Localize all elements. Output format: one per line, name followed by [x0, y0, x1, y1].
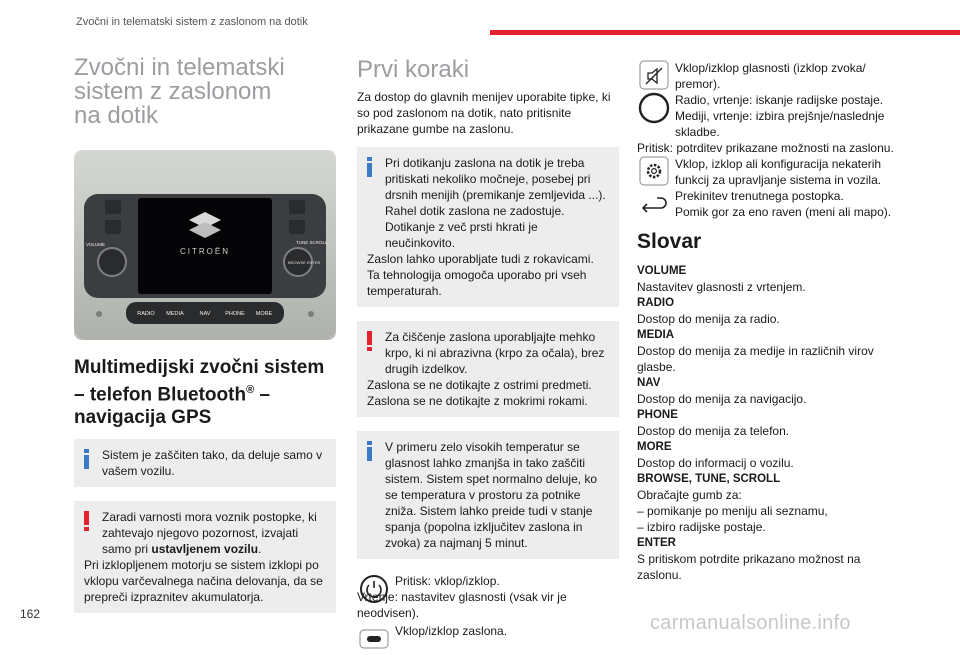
touch-note-c: Ta tehnologija omogoča uporabo pri vseh temperaturah. [367, 268, 587, 298]
device-button-radio: RADIO [137, 311, 155, 317]
power-knob-row [357, 573, 619, 621]
warning-text-c: Pri izklopljenem motorju se sistem izklopi po vklopu varčevalnega načina delovanja, da se prepreči izpraznitev akumulatorja. [84, 558, 323, 605]
temperature-note-text: V primeru zelo visokih temperatur se glasnost lahko zmanjša in tako zaščiti sistem. Sistem spet normalno deluje, ko se temperatura v prostoru za potnike zniža. Sistem lahko preide tudi v stanje spanja (popolna izključitev zaslona in zvoka) za najmanj 5 minut. [385, 440, 598, 550]
info-note-text: Sistem je zaščiten tako, da deluje samo v vašem vozilu. [102, 448, 323, 479]
head-unit-illustration [74, 150, 336, 340]
tune-knob-row [637, 92, 899, 156]
head-unit-drawing [74, 150, 336, 340]
section-title-end: – navigacija GPS [74, 384, 271, 429]
registered-mark: ® [246, 384, 255, 396]
screen-button-row [357, 623, 619, 655]
device-button-more: MORE [255, 311, 273, 317]
cleaning-note [357, 321, 619, 417]
screen-toggle-icon [357, 623, 391, 655]
touch-note [357, 147, 619, 307]
info-icon [367, 441, 372, 461]
page-number: 162 [20, 607, 41, 621]
column-1 [74, 56, 336, 627]
label-browse-enter: BROWSE ENTER [288, 260, 321, 265]
cleaning-note-a: Za čiščenje zaslona uporabljajte mehko krpo, ki ni abrazivna (krpo za očala), brez drugih izdelkov. [385, 330, 605, 376]
glossary-dash-item: – izbiro radijske postaje. [637, 520, 766, 534]
device-button-media: MEDIA [166, 311, 184, 317]
temperature-note [357, 431, 619, 559]
back-text-b: Pomik gor za eno raven (meni ali mapo). [675, 205, 892, 219]
touch-note-b: Zaslon lahko uporabljate tudi z rokavicami. [367, 252, 594, 266]
column-3 [637, 60, 899, 583]
section-title-main: Multimedijski zvočni sistem – telefon Bluetooth [74, 357, 325, 406]
brand-wordmark: CITROËN [180, 247, 230, 256]
screen-text: Vklop/izklop zaslona. [395, 624, 508, 638]
section-title [74, 356, 336, 429]
back-text-a: Prekinitev trenutnega postopka. [675, 189, 844, 203]
glossary-list [637, 263, 899, 583]
knob-text-a: Radio, vrtenje: iskanje radijske postaje. [675, 93, 884, 107]
settings-gear-icon [637, 156, 671, 188]
knob-text-c: Pritisk: potrditev prikazane možnosti na zaslonu. [637, 141, 894, 155]
power-text-a: Pritisk: vklop/izklop. [395, 574, 500, 588]
power-text-b: Vrtenje: nastavitev glasnosti (vsak vir je neodvisen). [357, 590, 567, 620]
settings-row [637, 156, 899, 188]
first-steps-title: Prvi koraki [357, 56, 470, 83]
watermark: carmanualsonline.info [650, 612, 851, 634]
info-icon [84, 449, 89, 469]
warning-icon [84, 511, 89, 531]
warning-text-a: Zaradi varnosti mora voznik postopke, ki zahtevajo njegovo pozornost, izvajati samo pri [102, 510, 317, 557]
glossary-def: Obračajte gumb za: [637, 488, 742, 502]
cleaning-note-b: Zaslona se ne dotikajte z ostrimi predmeti. [367, 378, 592, 392]
mute-icon [637, 60, 671, 92]
power-knob-icon [357, 573, 391, 605]
warning-text-b: . [258, 542, 262, 557]
mute-row [637, 60, 899, 92]
tune-knob-icon [637, 92, 671, 124]
glossary-def: Nastavitev glasnosti z vrtenjem. [637, 280, 806, 294]
glossary-term: MEDIA [637, 329, 675, 341]
warning-icon [367, 331, 372, 351]
settings-text: Vklop, izklop ali konfiguracija nekaterih funkcij za upravljanje sistema in vozila. [675, 157, 882, 187]
warning-note [74, 501, 336, 613]
first-steps-intro: Za dostop do glavnih menijev uporabite tipke, ki so pod zaslonom na dotik, nato pritisnite prikazane gumbe na zaslonu. [357, 90, 611, 136]
info-note [74, 439, 336, 487]
glossary-term: BROWSE, TUNE, SCROLL [637, 473, 781, 485]
running-header: Zvočni in telematski sistem z zaslonom na dotik [76, 16, 308, 28]
glossary-def: Dostop do menija za telefon. [637, 424, 790, 438]
glossary-term: MORE [637, 441, 672, 453]
glossary-term: ENTER [637, 537, 676, 549]
glossary-term: VOLUME [637, 265, 687, 277]
label-volume: VOLUME [86, 242, 106, 247]
info-icon [367, 157, 372, 177]
cleaning-note-c: Zaslona se ne dotikajte z mokrimi rokami. [367, 394, 588, 408]
warning-text-bold: ustavljenem vozilu [151, 542, 259, 557]
mute-text: Vklop/izklop glasnosti (izklop zvoka/ premor). [675, 61, 866, 91]
touch-note-a: Pri dotikanju zaslona na dotik je treba pritiskati nekoliko močneje, posebej pri drsnih menijih (premikanje zemljevida ...). Rahel dotik zaslona ne zadostuje. Dotikanje z več prsti hkrati je neučinkovito. [385, 156, 606, 250]
column-2 [357, 56, 619, 655]
glossary-term: NAV [637, 377, 661, 389]
glossary-def: Dostop do menija za navigacijo. [637, 392, 807, 406]
glossary-term: PHONE [637, 409, 678, 421]
back-arrow-icon [637, 188, 671, 220]
glossary-dash-item: – pomikanje po meniju ali seznamu, [637, 504, 828, 518]
device-button-nav: NAV [199, 311, 211, 317]
knob-text-b: Mediji, vrtenje: izbira prejšnje/naslednje skladbe. [675, 109, 885, 139]
page-title: Zvočni in telematski sistem z zaslonom na dotik [74, 54, 285, 129]
back-row [637, 188, 899, 220]
glossary-def: S pritiskom potrdite prikazano možnost na zaslonu. [637, 552, 861, 582]
header-accent-bar [490, 30, 960, 35]
device-button-phone: PHONE [225, 311, 245, 317]
glossary-term: RADIO [637, 297, 675, 309]
glossary-title: Slovar [637, 230, 702, 253]
label-tune-scroll: TUNE SCROLL [296, 240, 328, 245]
glossary-def: Dostop do menija za medije in različnih virov glasbe. [637, 344, 874, 374]
glossary-def: Dostop do informacij o vozilu. [637, 456, 794, 470]
glossary-def: Dostop do menija za radio. [637, 312, 780, 326]
